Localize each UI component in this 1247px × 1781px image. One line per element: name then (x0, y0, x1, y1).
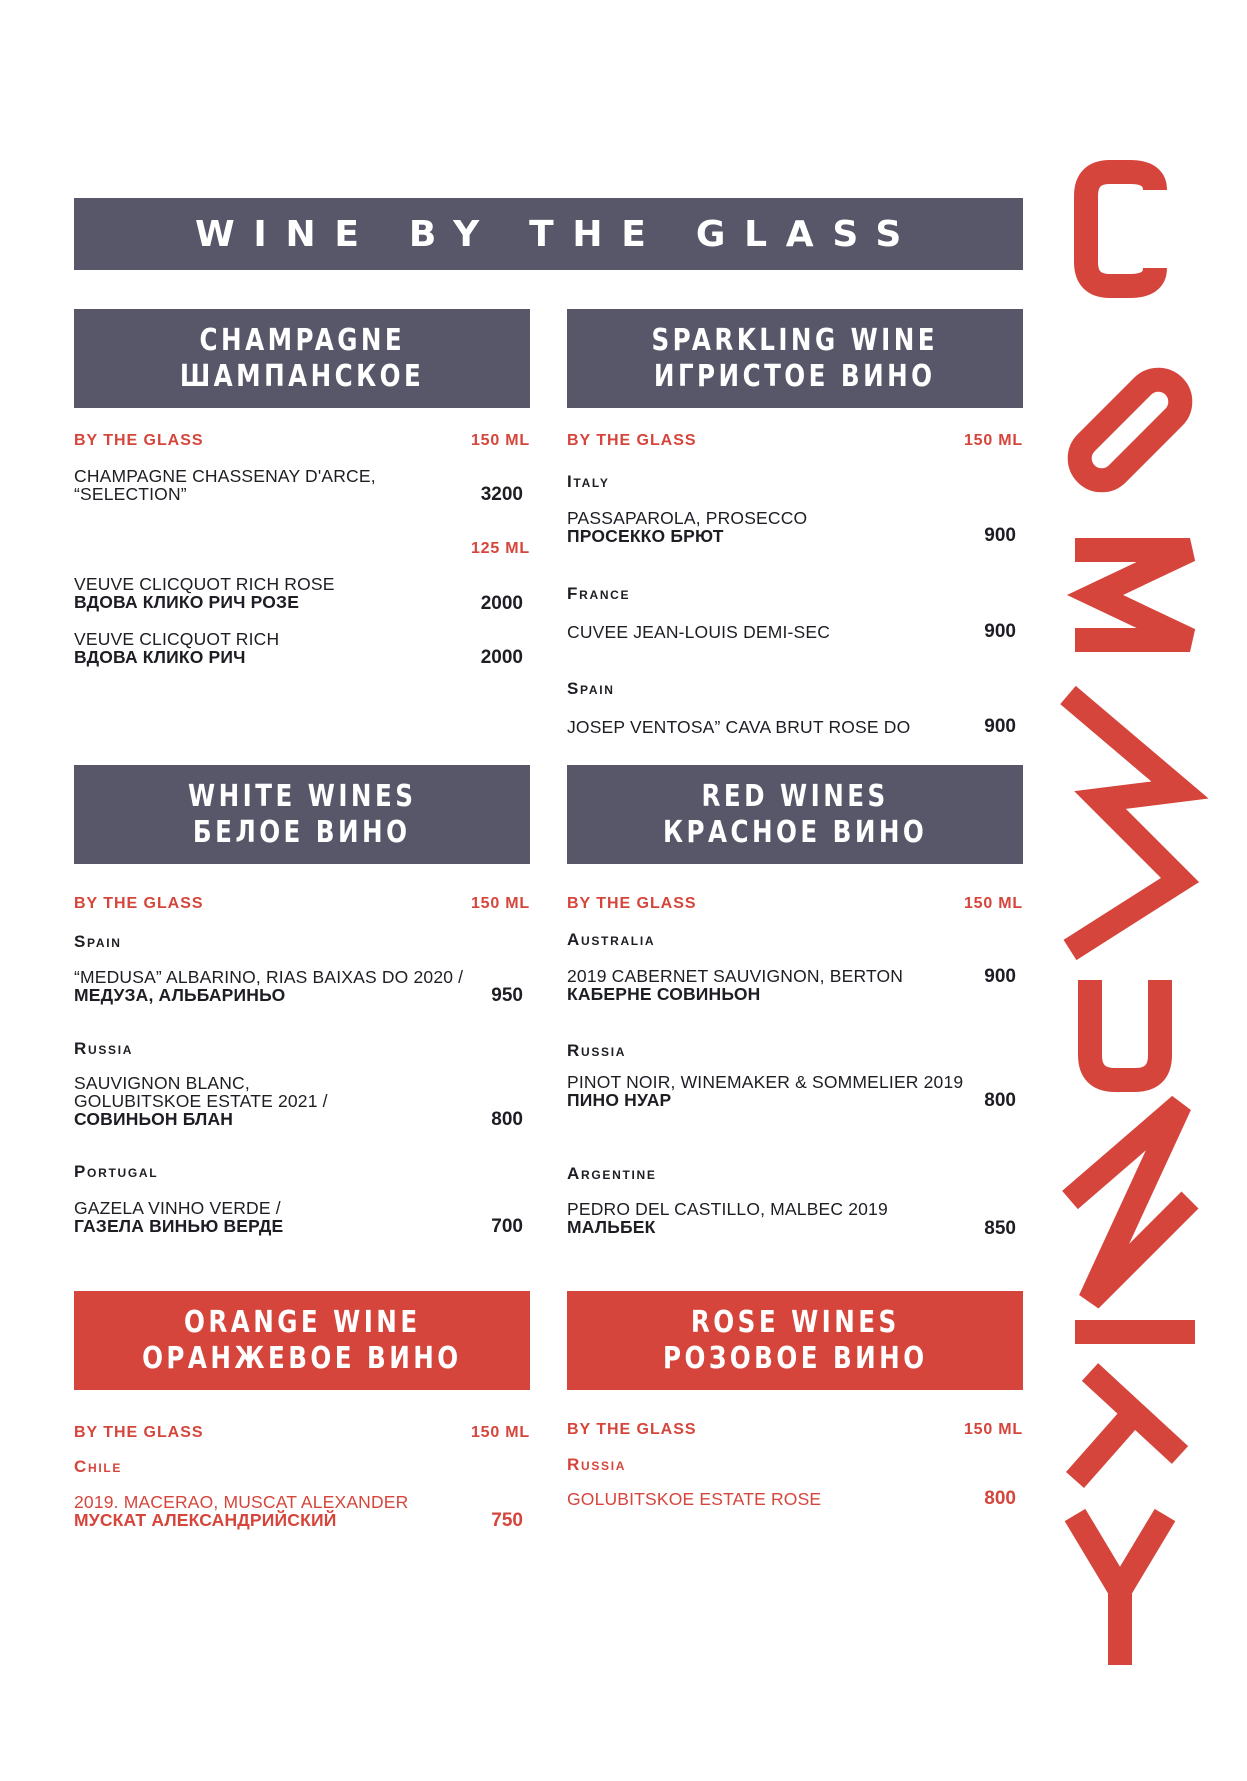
rose-by-glass-label: BY THE GLASS (567, 1421, 697, 1438)
wine-name-en: GOLUBITSKOE ESTATE ROSE (567, 1489, 822, 1509)
wine-price: 700 (491, 1216, 523, 1237)
red-volume: 150 ML (963, 895, 1023, 912)
wine-name-en: GOLUBITSKOE ESTATE 2021 / (74, 1091, 328, 1111)
orange-header (74, 1291, 530, 1390)
white-volume: 150 ML (470, 895, 530, 912)
wine-name-ru: ВДОВА КЛИКО РИЧ РОЗЕ (74, 592, 300, 612)
wine-name-en: “SELECTION” (74, 484, 187, 504)
wine-price: 3200 (480, 484, 523, 505)
red-item (567, 1200, 888, 1236)
wine-name-ru: МАЛЬБЕК (567, 1217, 656, 1237)
sparkling-item (567, 509, 807, 545)
red-header (567, 765, 1023, 864)
champagne-header (74, 309, 530, 408)
country-label: Spain (567, 679, 615, 698)
wine-price: 850 (984, 1218, 1016, 1239)
wine-name-en: VEUVE CLICQUOT RICH ROSE (74, 574, 335, 594)
wine-name-en: PASSAPAROLA, PROSECCO (567, 508, 808, 528)
rose-header (567, 1291, 1023, 1390)
champagne-volume-125: 125 ML (470, 540, 530, 557)
wine-name-ru: СОВИНЬОН БЛАН (74, 1109, 234, 1129)
red-by-glass-label: BY THE GLASS (567, 895, 697, 912)
country-label: France (567, 584, 631, 603)
white-by-glass-label: BY THE GLASS (74, 895, 204, 912)
sparkling-by-glass-label: BY THE GLASS (567, 432, 697, 449)
wine-price: 2000 (480, 593, 523, 614)
sparkling-item (567, 718, 910, 736)
red-item (567, 1073, 963, 1109)
wine-name-ru: МЕДУЗА, АЛЬБАРИНЬО (74, 985, 286, 1005)
wine-name-ru: ПИНО НУАР (567, 1090, 672, 1110)
champagne-item (74, 575, 335, 611)
champagne-title-ru: ШАМПАНСКОЕ (179, 358, 425, 394)
orange-item (74, 1493, 408, 1529)
wine-name-en: “MEDUSA” ALBARINO, RIAS BAIXAS DO 2020 / (74, 967, 464, 987)
red-item (567, 967, 903, 1003)
wine-name-ru: ВДОВА КЛИКО РИЧ (74, 647, 246, 667)
country-label: Russia (567, 1041, 627, 1060)
red-title-ru: КРАСНОЕ ВИНО (662, 814, 928, 850)
wine-name-en: PINOT NOIR, WINEMAKER & SOMMELIER 2019 (567, 1072, 964, 1092)
orange-by-glass-label: BY THE GLASS (74, 1424, 204, 1441)
country-label: Chile (74, 1457, 123, 1476)
champagne-item (74, 467, 376, 503)
wine-name-ru: КАБЕРНЕ СОВИНЬОН (567, 984, 761, 1004)
rose-item (567, 1490, 821, 1508)
wine-price: 2000 (480, 647, 523, 668)
wine-name-en: PEDRO DEL CASTILLO, MALBEC 2019 (567, 1199, 888, 1219)
country-label: Portugal (74, 1162, 159, 1181)
white-item (74, 968, 463, 1004)
sparkling-title-en: SPARKLING WINE (651, 322, 939, 358)
rose-volume: 150 ML (963, 1421, 1023, 1438)
page-title: WINE BY THE GLASS (74, 198, 1023, 270)
wine-name-en: 2019 CABERNET SAUVIGNON, BERTON (567, 966, 904, 986)
wine-name-en: 2019. MACERAO, MUSCAT ALEXANDER (74, 1492, 409, 1512)
wine-name-en: SAUVIGNON BLANC, (74, 1073, 250, 1093)
champagne-title-en: CHAMPAGNE (199, 322, 405, 358)
wine-price: 950 (491, 985, 523, 1006)
champagne-item (74, 630, 279, 666)
wine-name-en: CHAMPAGNE CHASSENAY D'ARCE, (74, 466, 376, 486)
wine-name-en: JOSEP VENTOSA” CAVA BRUT ROSE DO (567, 717, 911, 737)
white-item (74, 1199, 283, 1235)
wine-price: 800 (984, 1488, 1016, 1509)
wine-price: 800 (984, 1090, 1016, 1111)
country-label: Russia (74, 1039, 134, 1058)
brand-logo (1030, 150, 1230, 1690)
country-label: Argentine (567, 1164, 657, 1183)
white-title-en: WHITE WINES (187, 778, 417, 814)
country-label: Russia (567, 1455, 627, 1474)
champagne-volume-150: 150 ML (470, 432, 530, 449)
wine-price: 750 (491, 1510, 523, 1531)
wine-price: 900 (984, 716, 1016, 737)
wine-name-ru: ПРОСЕККО БРЮТ (567, 526, 724, 546)
sparkling-item (567, 623, 830, 641)
orange-title-en: ORANGE WINE (183, 1304, 421, 1340)
white-title-ru: БЕЛОЕ ВИНО (193, 814, 411, 850)
sparkling-header (567, 309, 1023, 408)
wine-price: 800 (491, 1109, 523, 1130)
orange-title-ru: ОРАНЖЕВОЕ ВИНО (142, 1340, 462, 1376)
wine-name-en: CUVEE JEAN-LOUIS DEMI-SEC (567, 622, 831, 642)
champagne-by-glass-label: BY THE GLASS (74, 432, 204, 449)
sparkling-volume: 150 ML (963, 432, 1023, 449)
wine-name-en: GAZELA VINHO VERDE / (74, 1198, 281, 1218)
white-item (74, 1074, 328, 1128)
rose-title-en: ROSE WINES (690, 1304, 900, 1340)
red-title-en: RED WINES (701, 778, 889, 814)
white-header (74, 765, 530, 864)
wine-name-ru: ГАЗЕЛА ВИНЬЮ ВЕРДЕ (74, 1216, 284, 1236)
country-label: Spain (74, 932, 122, 951)
sparkling-title-ru: ИГРИСТОЕ ВИНО (654, 358, 936, 394)
wine-price: 900 (984, 966, 1016, 987)
wine-price: 900 (984, 621, 1016, 642)
wine-price: 900 (984, 525, 1016, 546)
wine-name-ru: МУСКАТ АЛЕКСАНДРИЙСКИЙ (74, 1510, 337, 1530)
wine-name-en: VEUVE CLICQUOT RICH (74, 629, 280, 649)
country-label: Italy (567, 472, 610, 491)
country-label: Australia (567, 930, 656, 949)
rose-title-ru: РОЗОВОЕ ВИНО (662, 1340, 928, 1376)
orange-volume: 150 ML (470, 1424, 530, 1441)
